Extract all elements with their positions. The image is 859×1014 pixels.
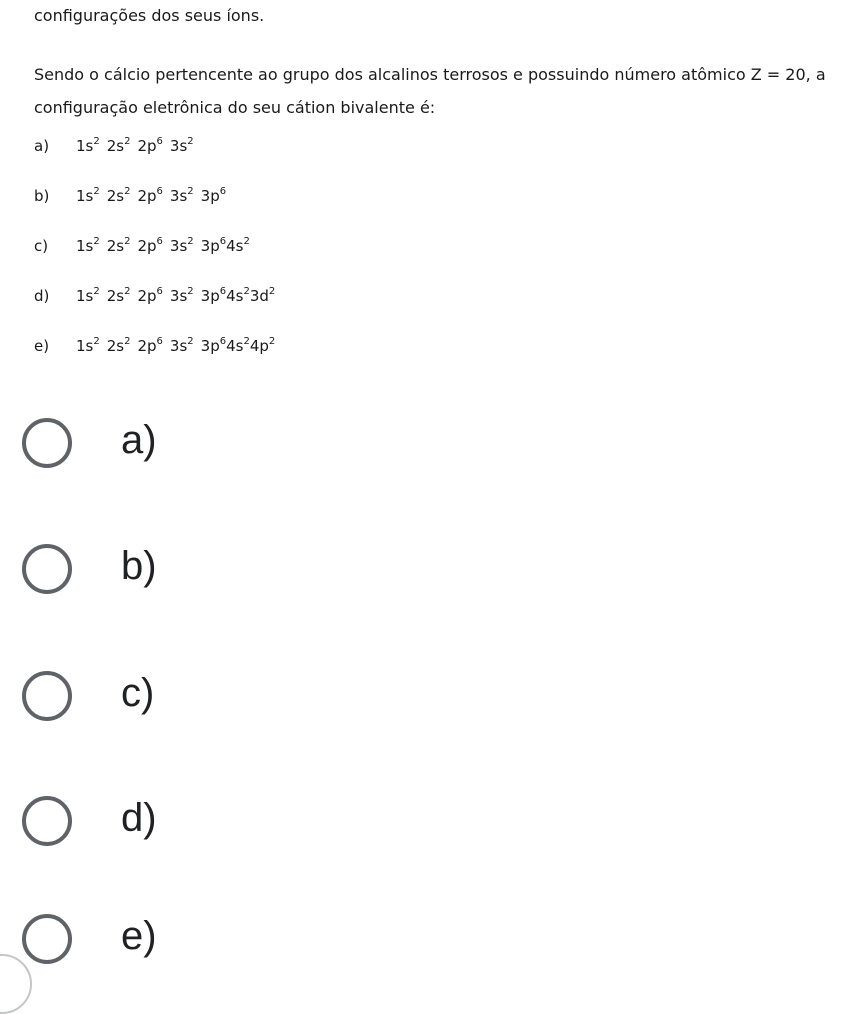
- orbital-term: $1s^2$: [76, 136, 100, 155]
- choice-label-a[interactable]: a): [121, 418, 157, 462]
- orbital-term: $4s^2$: [226, 336, 250, 355]
- question-option-d: [34, 287, 275, 305]
- option-letter: c): [34, 237, 49, 255]
- option-letter: d): [34, 287, 50, 305]
- question-option-c: [34, 237, 250, 255]
- orbital-term: $1s^2$: [76, 186, 100, 205]
- radio-button-c[interactable]: [22, 671, 72, 721]
- option-letter: a): [34, 137, 50, 155]
- radio-button-d[interactable]: [22, 796, 72, 846]
- orbital-term: $2p^6$: [137, 286, 163, 305]
- choice-row-c[interactable]: [0, 651, 859, 741]
- orbital-term: $4s^2$: [226, 236, 250, 255]
- choice-label-e[interactable]: e): [121, 914, 157, 958]
- orbital-term: $3s^2$: [169, 286, 194, 305]
- orbital-term: $3p^6$: [200, 286, 227, 305]
- choice-label-b[interactable]: b): [121, 544, 157, 588]
- radio-button-e[interactable]: [22, 914, 72, 964]
- choice-label-d[interactable]: d): [121, 796, 157, 840]
- orbital-term: $2s^2$: [106, 186, 131, 205]
- orbital-term: $3s^2$: [169, 236, 194, 255]
- choice-row-b[interactable]: [0, 524, 859, 614]
- orbital-term: $2p^6$: [137, 236, 163, 255]
- question-intro-fragment: configurações dos seus íons.: [34, 6, 265, 25]
- orbital-term: $3p^6$: [200, 236, 227, 255]
- orbital-term: $2s^2$: [106, 336, 131, 355]
- orbital-term: $2p^6$: [137, 336, 163, 355]
- question-image: [0, 0, 859, 370]
- question-option-a: [34, 137, 201, 155]
- choice-row-e[interactable]: [0, 894, 859, 984]
- radio-button-a[interactable]: [22, 418, 72, 468]
- orbital-term: $3d^2$: [249, 286, 276, 305]
- choice-row-d[interactable]: [0, 776, 859, 866]
- option-letter: b): [34, 187, 50, 205]
- orbital-term: $2s^2$: [106, 286, 131, 305]
- orbital-term: $2p^6$: [137, 186, 163, 205]
- orbital-term: $3s^2$: [169, 186, 194, 205]
- orbital-term: $2s^2$: [106, 236, 131, 255]
- orbital-term: $4p^2$: [249, 336, 276, 355]
- orbital-term: $3s^2$: [169, 336, 194, 355]
- orbital-term: $1s^2$: [76, 286, 100, 305]
- orbital-term: $2s^2$: [106, 136, 131, 155]
- orbital-term: $1s^2$: [76, 336, 100, 355]
- choice-label-c[interactable]: c): [121, 671, 155, 715]
- orbital-term: $2p^6$: [137, 136, 163, 155]
- orbital-term: $4s^2$: [226, 286, 250, 305]
- choice-row-a[interactable]: [0, 398, 859, 488]
- question-prompt: Sendo o cálcio pertencente ao grupo dos alcalinos terrosos e possuindo número atômico Z = 20, a configuração eletrônica do seu cátion bivalente é:: [34, 65, 826, 117]
- orbital-term: $3p^6$: [200, 186, 227, 205]
- orbital-term: $1s^2$: [76, 236, 100, 255]
- question-option-e: [34, 337, 275, 355]
- option-letter: e): [34, 337, 50, 355]
- orbital-term: $3s^2$: [169, 136, 194, 155]
- question-option-b: [34, 187, 226, 205]
- radio-button-b[interactable]: [22, 544, 72, 594]
- orbital-term: $3p^6$: [200, 336, 227, 355]
